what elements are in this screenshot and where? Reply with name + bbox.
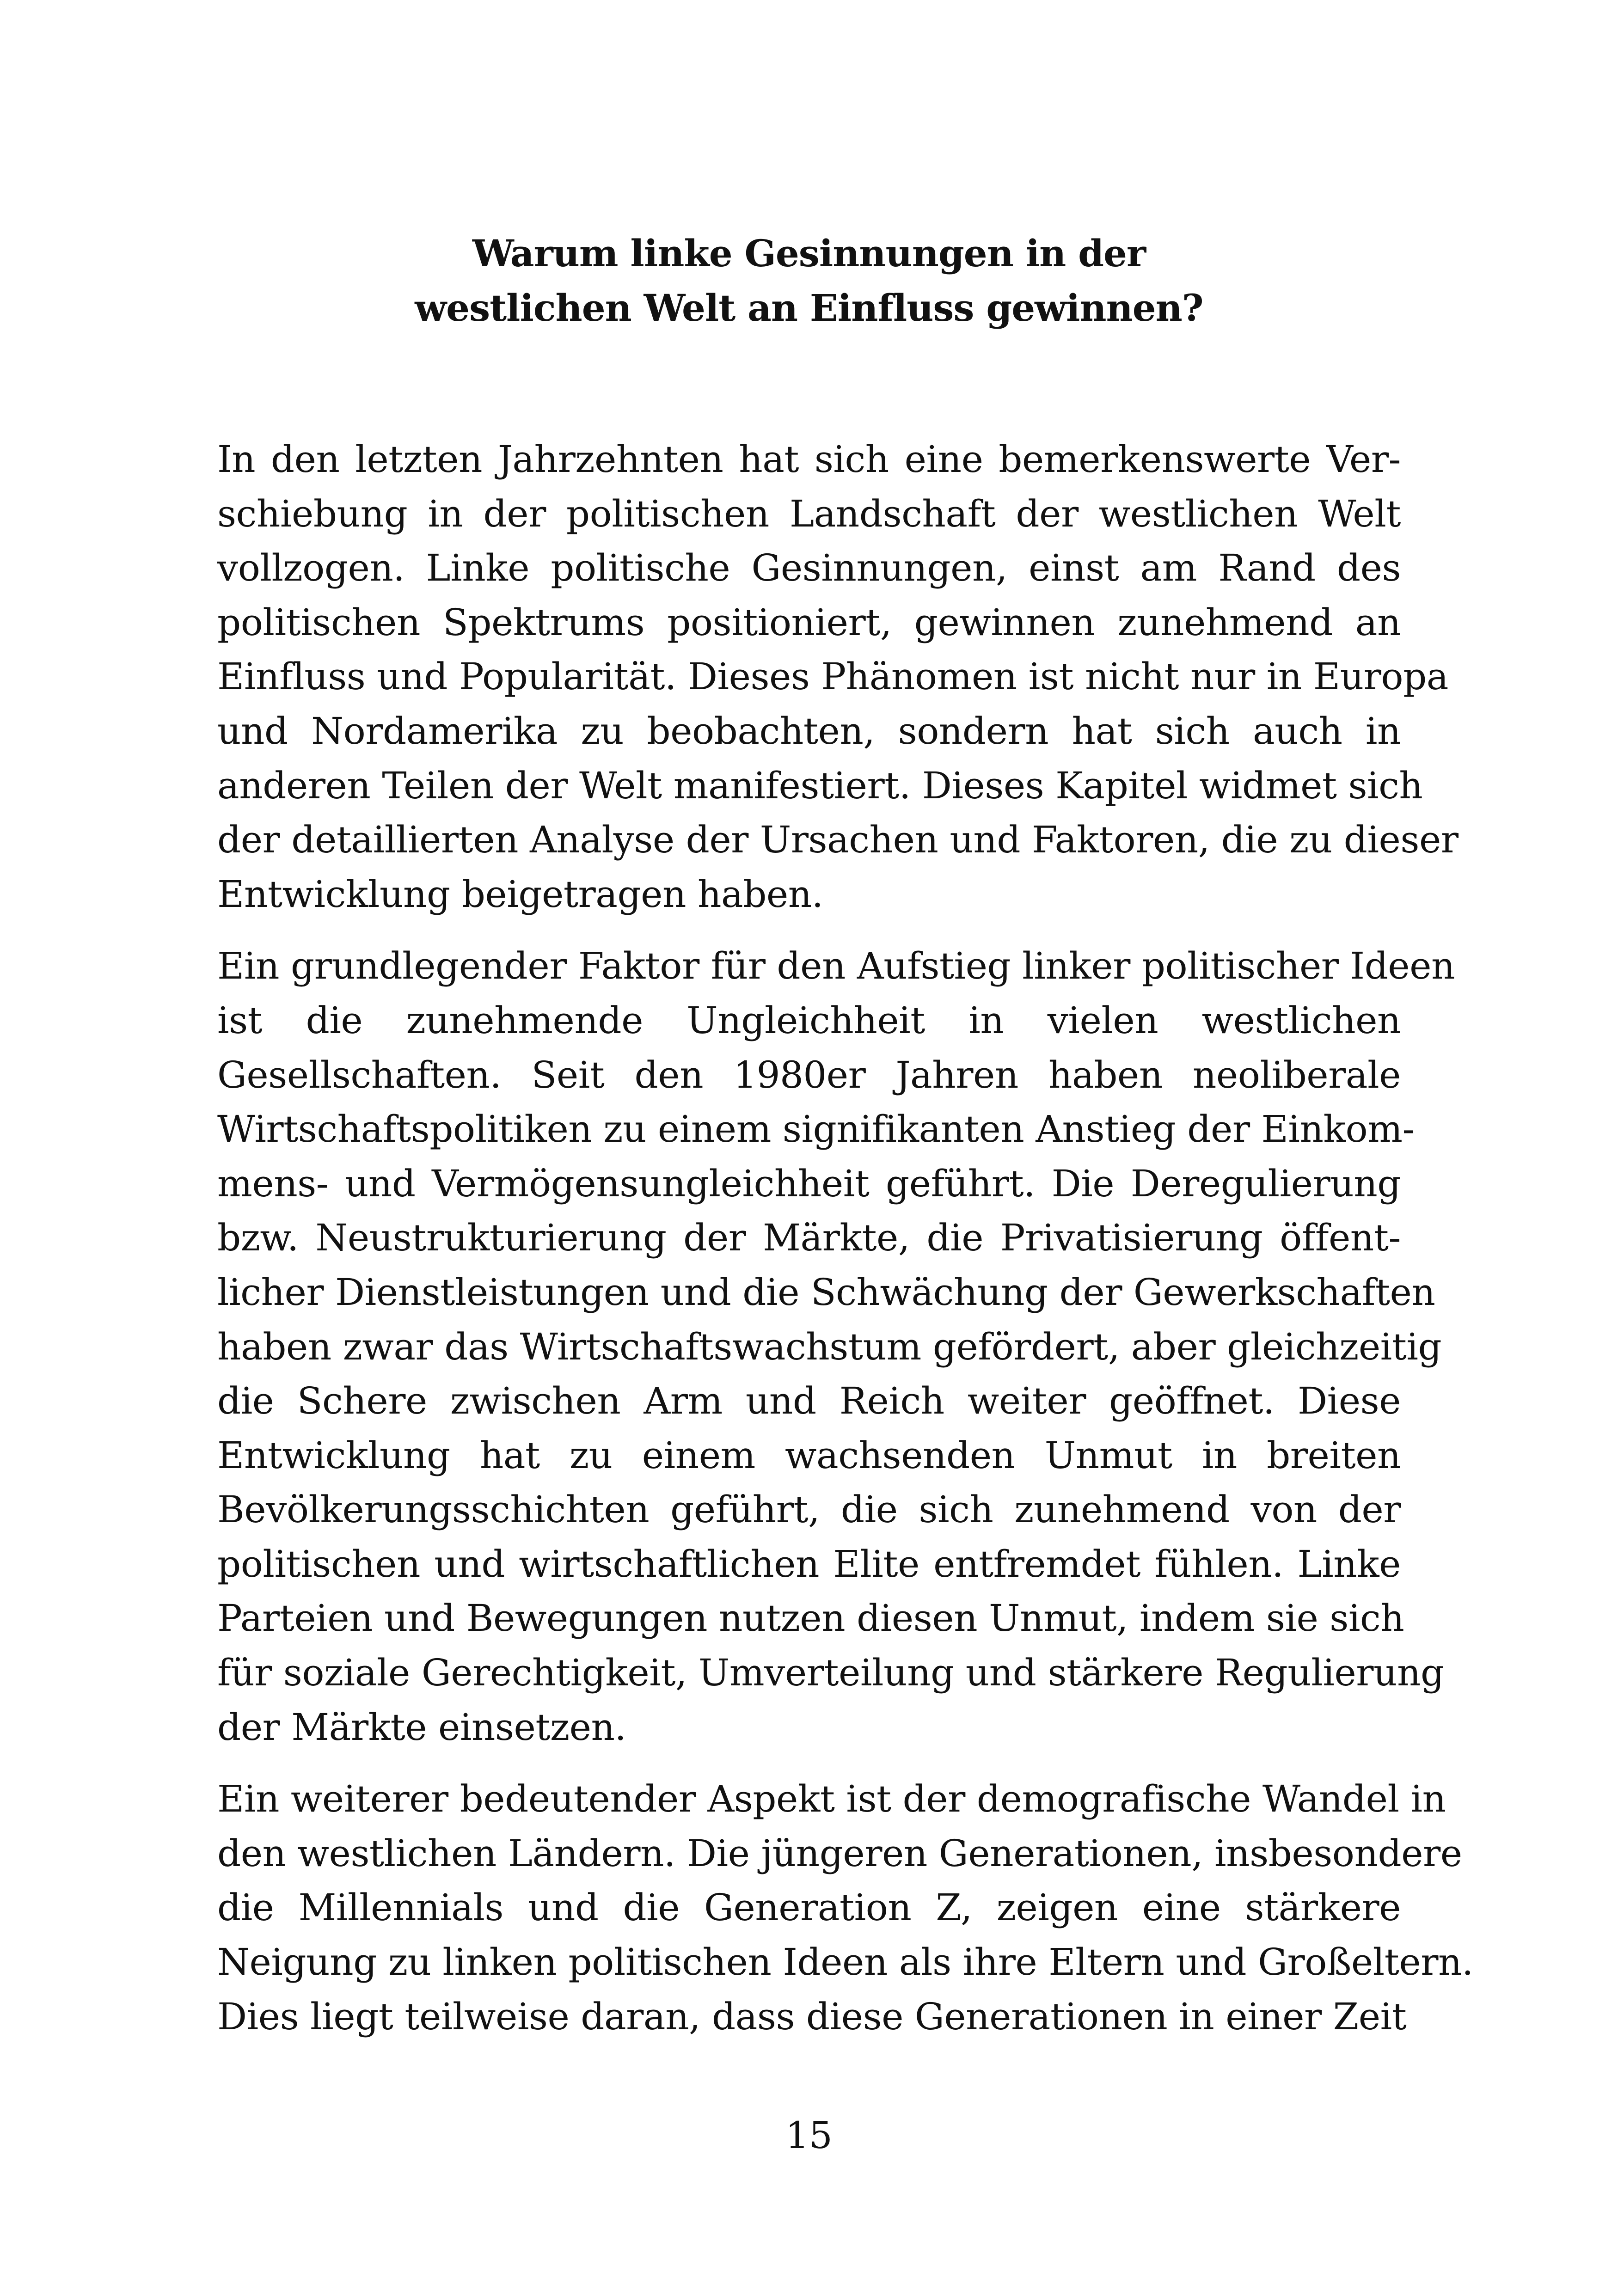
text-line: haben zwar das Wirtschaftswachstum gefördert, aber gleichzeitig: [217, 1325, 1442, 1368]
text-line: mens- und Vermögensungleichheit geführt. Die Deregulierung: [217, 1162, 1401, 1205]
title-line: westlichen Welt an Einfluss gewinnen?: [415, 286, 1203, 330]
text-line: anderen Teilen der Welt manifestiert. Dieses Kapitel widmet sich: [217, 764, 1423, 807]
text-line: und Nordamerika zu beobachten, sondern hat sich auch in: [217, 709, 1401, 753]
page-number: 15: [785, 2114, 833, 2157]
text-line: Entwicklung hat zu einem wachsenden Unmut in breiten: [217, 1433, 1401, 1477]
text-line: der Märkte einsetzen.: [217, 1705, 626, 1749]
title-line: Warum linke Gesinnungen in der: [472, 232, 1146, 275]
body-text: [217, 432, 1473, 2061]
text-line: In den letzten Jahrzehnten hat sich eine bemerkenswerte Ver-: [217, 438, 1401, 481]
text-line: Neigung zu linken politischen Ideen als ihre Eltern und Großeltern.: [217, 1941, 1473, 1984]
text-line: Einfluss und Popularität. Dieses Phänomen ist nicht nur in Europa: [217, 655, 1448, 698]
paragraph-3: [217, 1772, 1473, 2044]
text-line: politischen Spektrums positioniert, gewinnen zunehmend an: [217, 600, 1401, 644]
text-line: licher Dienstleistungen und die Schwächung der Gewerkschaften: [217, 1270, 1435, 1314]
text-line: Ein weiterer bedeutender Aspekt ist der demografische Wandel in: [217, 1777, 1446, 1821]
text-line: politischen und wirtschaftlichen Elite entfremdet fühlen. Linke: [217, 1542, 1401, 1586]
text-line: bzw. Neustrukturierung der Märkte, die Privatisierung öffent-: [217, 1216, 1401, 1260]
paragraph-2: [217, 939, 1455, 1754]
text-line: Wirtschaftspolitiken zu einem signifikanten Anstieg der Einkom-: [217, 1108, 1415, 1151]
text-line: Dies liegt teilweise daran, dass diese Generationen in einer Zeit: [217, 1995, 1407, 2038]
chapter-title: [185, 227, 1433, 335]
text-line: Entwicklung beigetragen haben.: [217, 872, 823, 916]
text-line: Ein grundlegender Faktor für den Aufstieg linker politischer Ideen: [217, 944, 1455, 988]
text-line: vollzogen. Linke politische Gesinnungen, einst am Rand des: [217, 546, 1401, 590]
text-line: ist die zunehmende Ungleichheit in vielen westlichen: [217, 998, 1401, 1042]
text-line: Bevölkerungsschichten geführt, die sich zunehmend von der: [217, 1488, 1401, 1531]
text-line: Gesellschaften. Seit den 1980er Jahren haben neoliberale: [217, 1053, 1401, 1096]
text-line: Parteien und Bewegungen nutzen diesen Unmut, indem sie sich: [217, 1597, 1404, 1640]
text-line: die Millennials und die Generation Z, zeigen eine stärkere: [217, 1886, 1401, 1929]
text-line: für soziale Gerechtigkeit, Umverteilung und stärkere Regulierung: [217, 1651, 1444, 1695]
text-line: die Schere zwischen Arm und Reich weiter geöffnet. Diese: [217, 1379, 1401, 1423]
text-line: der detaillierten Analyse der Ursachen und Faktoren, die zu dieser: [217, 818, 1459, 862]
text-line: den westlichen Ländern. Die jüngeren Generationen, insbesondere: [217, 1831, 1462, 1875]
text-line: schiebung in der politischen Landschaft der westlichen Welt: [217, 492, 1401, 535]
paragraph-1: [217, 432, 1459, 921]
